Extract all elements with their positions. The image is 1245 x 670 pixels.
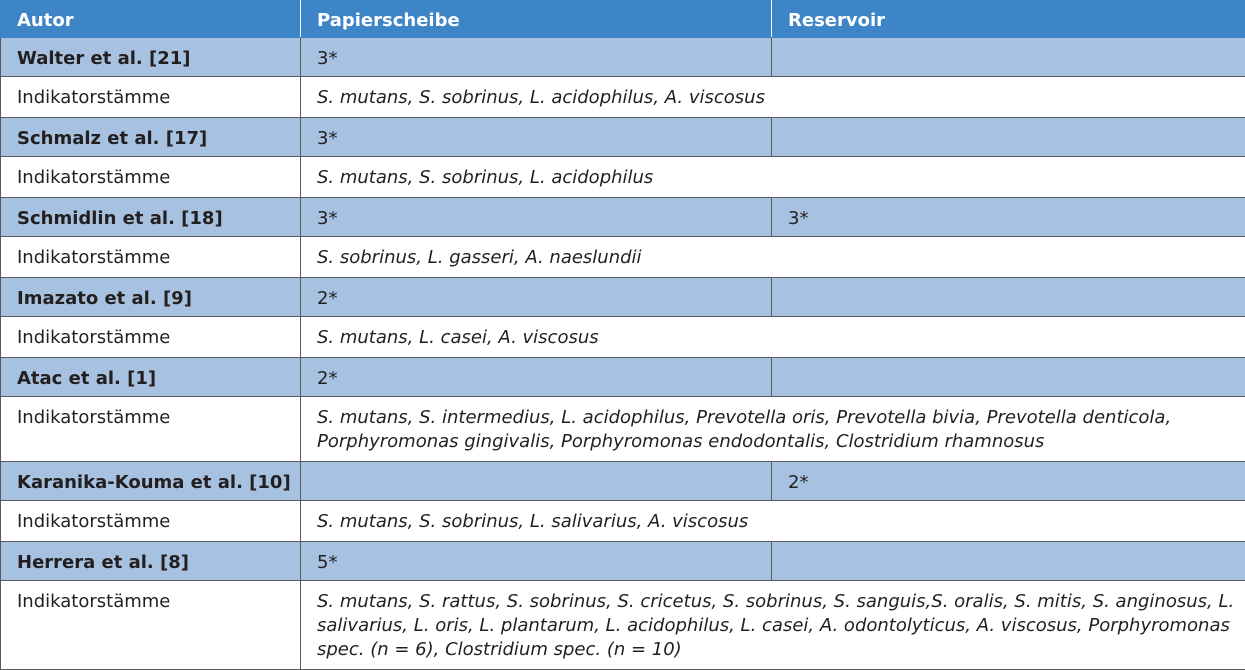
author-row-imazato xyxy=(1,278,1245,317)
papierscheibe-value: 3* xyxy=(301,118,772,157)
header-papierscheibe: Papierscheibe xyxy=(301,1,772,38)
papierscheibe-value: 5* xyxy=(301,542,772,581)
author-row-schmidlin xyxy=(1,198,1245,237)
indicator-row-imazato xyxy=(1,317,1245,358)
indicator-strains: S. mutans, S. sobrinus, L. salivarius, A. viscosus xyxy=(301,501,1245,542)
indicator-strains: S. mutans, S. sobrinus, L. acidophilus, A. viscosus xyxy=(301,77,1245,118)
indicator-label: Indikatorstämme xyxy=(1,237,301,278)
author-name: Schmalz et al. [17] xyxy=(1,118,301,157)
author-row-schmalz xyxy=(1,118,1245,157)
indicator-row-herrera xyxy=(1,581,1245,670)
author-name: Schmidlin et al. [18] xyxy=(1,198,301,237)
papierscheibe-value xyxy=(301,462,772,501)
indicator-label: Indikatorstämme xyxy=(1,77,301,118)
author-name: Karanika-Kouma et al. [10] xyxy=(1,462,301,501)
header-autor: Autor xyxy=(1,1,301,38)
indicator-row-schmidlin xyxy=(1,237,1245,278)
header-row xyxy=(1,1,1245,38)
indicator-label: Indikatorstämme xyxy=(1,317,301,358)
author-name: Herrera et al. [8] xyxy=(1,542,301,581)
author-row-herrera xyxy=(1,542,1245,581)
papierscheibe-value: 3* xyxy=(301,38,772,77)
indicator-row-atac xyxy=(1,397,1245,462)
author-row-atac xyxy=(1,358,1245,397)
indicator-row-karanika xyxy=(1,501,1245,542)
author-name: Walter et al. [21] xyxy=(1,38,301,77)
reservoir-value xyxy=(772,358,1245,397)
reservoir-value xyxy=(772,278,1245,317)
reservoir-value xyxy=(772,542,1245,581)
indicator-strains: S. mutans, S. rattus, S. sobrinus, S. cricetus, S. sobrinus, S. sanguis,S. oralis, S. mitis, S. anginosus, L. salivarius, L. oris, L. plantarum, L. acidophilus, L. casei, A. odontolyticus, A. viscosus, Porphyromonas spec. (n = 6), Clostridium spec. (n = 10) xyxy=(301,581,1245,670)
indicator-row-walter xyxy=(1,77,1245,118)
indicator-strains: S. mutans, L. casei, A. viscosus xyxy=(301,317,1245,358)
papierscheibe-value: 2* xyxy=(301,358,772,397)
reservoir-value: 3* xyxy=(772,198,1245,237)
header-reservoir: Reservoir xyxy=(772,1,1245,38)
indicator-row-schmalz xyxy=(1,157,1245,198)
indicator-label: Indikatorstämme xyxy=(1,397,301,462)
reservoir-value xyxy=(772,118,1245,157)
reservoir-value xyxy=(772,38,1245,77)
indicator-label: Indikatorstämme xyxy=(1,501,301,542)
indicator-label: Indikatorstämme xyxy=(1,581,301,670)
reservoir-value: 2* xyxy=(772,462,1245,501)
author-row-walter xyxy=(1,38,1245,77)
indicator-label: Indikatorstämme xyxy=(1,157,301,198)
indicator-strains: S. mutans, S. sobrinus, L. acidophilus xyxy=(301,157,1245,198)
author-name: Imazato et al. [9] xyxy=(1,278,301,317)
indicator-strains: S. sobrinus, L. gasseri, A. naeslundii xyxy=(301,237,1245,278)
author-row-karanika xyxy=(1,462,1245,501)
indicator-strains: S. mutans, S. intermedius, L. acidophilus, Prevotella oris, Prevotella bivia, Prevotella denticola, Porphyromonas gingivalis, Porphyromonas endodontalis, Clostridium rhamnosus xyxy=(301,397,1245,462)
papierscheibe-value: 3* xyxy=(301,198,772,237)
author-name: Atac et al. [1] xyxy=(1,358,301,397)
papierscheibe-value: 2* xyxy=(301,278,772,317)
